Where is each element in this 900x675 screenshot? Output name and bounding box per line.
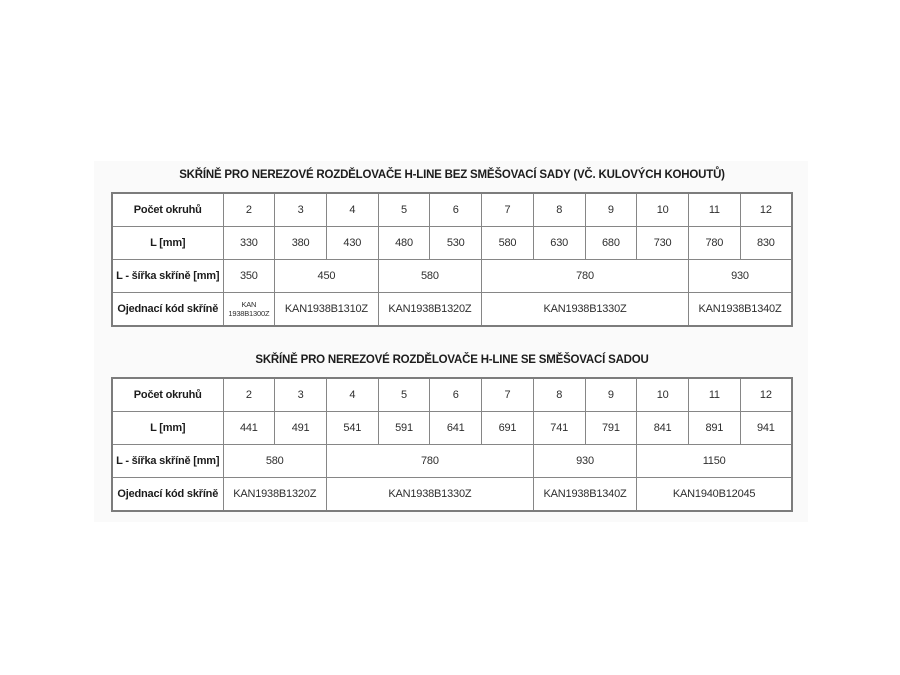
row-header-order-code: Ojednací kód skříně <box>112 478 223 512</box>
table2-title: SKŘÍNĚ PRO NEREZOVÉ ROZDĚLOVAČE H-LINE SE SMĚŠOVACÍ SADOU <box>255 354 649 366</box>
table-cell: 4 <box>326 378 378 412</box>
table1-cabinets-without-mixing-set <box>111 192 793 327</box>
table-cell: 591 <box>378 412 430 445</box>
table-cell: 930 <box>533 445 636 478</box>
table-cell: 841 <box>637 412 689 445</box>
table-cell: 780 <box>688 227 740 260</box>
table1-row-cabinet-width <box>112 260 792 293</box>
table-cell: 541 <box>326 412 378 445</box>
table-cell-order-code: KAN1938B1340Z <box>533 478 636 512</box>
table-cell: 10 <box>637 193 689 227</box>
table2-row-cabinet-width <box>112 445 792 478</box>
table-cell: 11 <box>688 193 740 227</box>
table-cell: 641 <box>430 412 482 445</box>
table-cell: 3 <box>275 378 327 412</box>
table-cell-order-code: KAN1938B1320Z <box>223 478 326 512</box>
table-cell: 8 <box>533 378 585 412</box>
table-cell: 741 <box>533 412 585 445</box>
table-cell-order-code: KAN1938B1320Z <box>378 293 481 327</box>
table-cell: 8 <box>533 193 585 227</box>
table-cell-order-code: KAN1938B1330Z <box>326 478 533 512</box>
table-cell-order-code: KAN1938B1330Z <box>482 293 689 327</box>
table-cell: 3 <box>275 193 327 227</box>
table-cell-order-code: KAN1938B1310Z <box>275 293 378 327</box>
table-cell-order-code <box>223 293 275 327</box>
table-cell: 1150 <box>637 445 792 478</box>
row-header-circuits: Počet okruhů <box>112 193 223 227</box>
table-cell: 441 <box>223 412 275 445</box>
table2-row-length <box>112 412 792 445</box>
order-code-line2: 1938B1300Z <box>228 309 270 318</box>
table-cell: 480 <box>378 227 430 260</box>
table1-row-length <box>112 227 792 260</box>
row-header-circuits: Počet okruhů <box>112 378 223 412</box>
table1-row-order-code <box>112 293 792 327</box>
table-cell: 5 <box>378 378 430 412</box>
table2-row-circuits <box>112 378 792 412</box>
table-cell: 7 <box>482 378 534 412</box>
table-cell: 380 <box>275 227 327 260</box>
table-cell: 11 <box>688 378 740 412</box>
table-cell: 330 <box>223 227 275 260</box>
table-cell: 530 <box>430 227 482 260</box>
table-cell: 5 <box>378 193 430 227</box>
row-header-length: L [mm] <box>112 412 223 445</box>
order-code-line1: KAN <box>241 300 257 309</box>
table-cell: 12 <box>740 193 792 227</box>
table-cell: 891 <box>688 412 740 445</box>
table-cell: 580 <box>378 260 481 293</box>
table-cell: 491 <box>275 412 327 445</box>
table1-row-circuits <box>112 193 792 227</box>
row-header-cabinet-width: L - šířka skříně [mm] <box>112 445 223 478</box>
table-cell: 791 <box>585 412 637 445</box>
table-cell: 580 <box>482 227 534 260</box>
row-header-order-code: Ojednací kód skříně <box>112 293 223 327</box>
table-cell: 730 <box>637 227 689 260</box>
row-header-cabinet-width: L - šířka skříně [mm] <box>112 260 223 293</box>
table-cell: 4 <box>326 193 378 227</box>
table-cell: 430 <box>326 227 378 260</box>
table-cell: 580 <box>223 445 326 478</box>
table-cell: 10 <box>637 378 689 412</box>
table-cell: 2 <box>223 378 275 412</box>
table-cell: 830 <box>740 227 792 260</box>
table-cell: 9 <box>585 378 637 412</box>
table-cell: 12 <box>740 378 792 412</box>
table-cell-order-code: KAN1938B1340Z <box>688 293 792 327</box>
table-cell: 6 <box>430 378 482 412</box>
table-cell: 6 <box>430 193 482 227</box>
table-cell: 691 <box>482 412 534 445</box>
table-cell-order-code: KAN1940B12045 <box>637 478 792 512</box>
table-cell: 680 <box>585 227 637 260</box>
row-header-length: L [mm] <box>112 227 223 260</box>
table1-title: SKŘÍNĚ PRO NEREZOVÉ ROZDĚLOVAČE H-LINE BEZ SMĚŠOVACÍ SADY (VČ. KULOVÝCH KOHOUTŮ) <box>179 169 725 181</box>
table-cell: 941 <box>740 412 792 445</box>
table-cell: 780 <box>482 260 689 293</box>
table-cell: 7 <box>482 193 534 227</box>
table-cell: 450 <box>275 260 378 293</box>
table-cell: 930 <box>688 260 792 293</box>
table-cell: 9 <box>585 193 637 227</box>
table-cell: 780 <box>326 445 533 478</box>
table2-row-order-code <box>112 478 792 512</box>
table2-cabinets-with-mixing-set <box>111 377 793 512</box>
table-cell: 630 <box>533 227 585 260</box>
table-cell: 350 <box>223 260 275 293</box>
table-cell: 2 <box>223 193 275 227</box>
